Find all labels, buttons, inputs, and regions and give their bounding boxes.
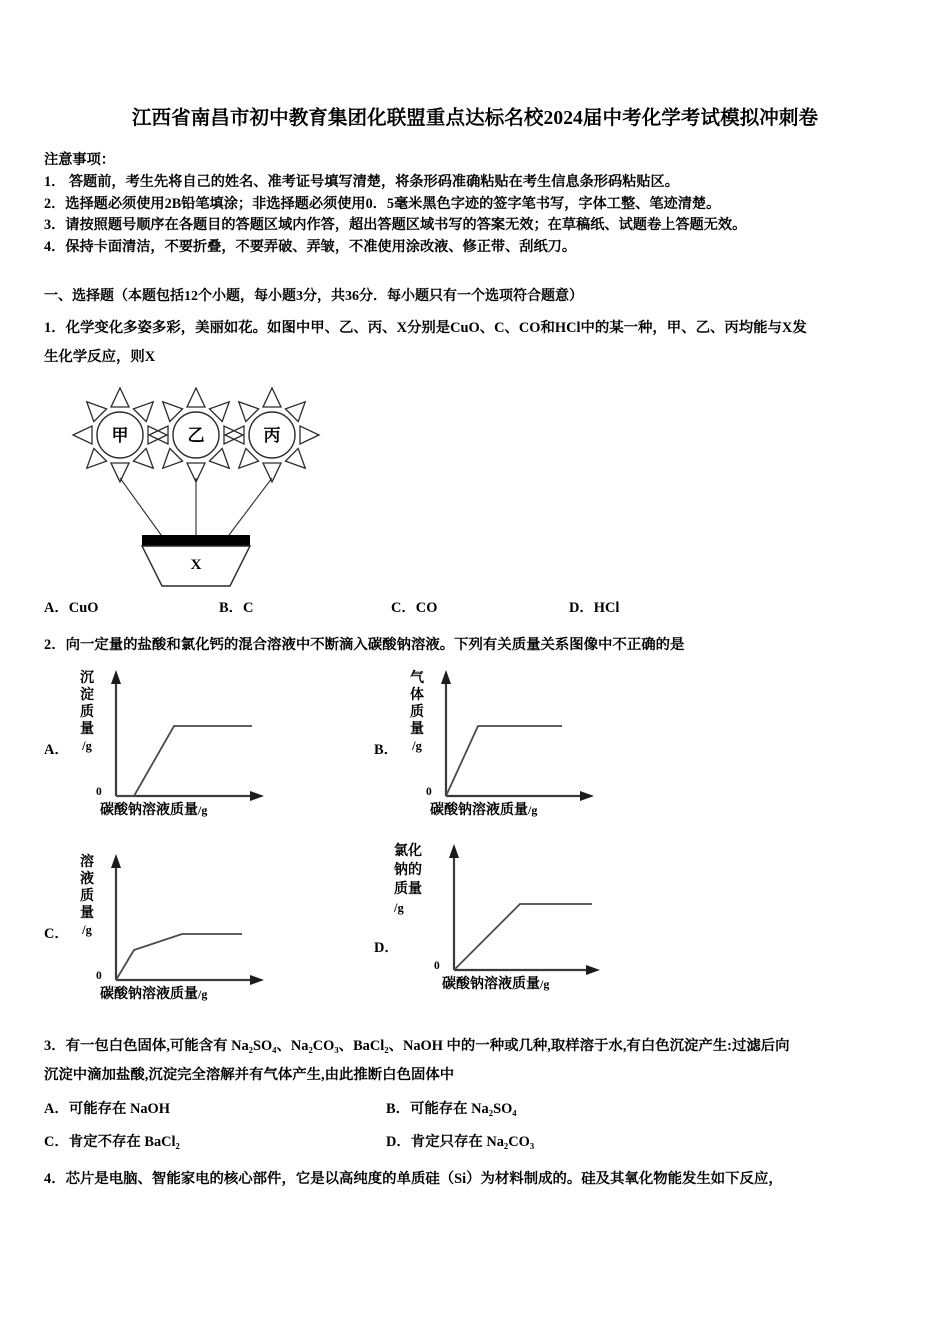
ylabel-unit: /g xyxy=(82,923,92,938)
graph-c-xlabel xyxy=(100,983,207,1003)
graph-a-data-line xyxy=(116,726,252,796)
question-1-option-c[interactable] xyxy=(391,596,569,617)
ylabel-char-3: 质 xyxy=(80,705,94,721)
option-a-text: CuO xyxy=(68,600,99,617)
question-3-option-c[interactable] xyxy=(44,1126,386,1159)
notes-heading: 注意事项： xyxy=(44,152,115,169)
option-a-letter: A． xyxy=(44,600,69,617)
question-1-option-d[interactable] xyxy=(569,596,619,617)
option-d-letter: D． xyxy=(569,600,594,617)
sun-label-bing: 丙 xyxy=(263,426,281,446)
option-c-letter: C． xyxy=(391,600,416,617)
question-3-stem-line-1: 3．有一包白色固体,可能含有 Na₂SO₄、Na₂CO₃、BaCl₂、NaOH 中的一种或几种,取样溶于水,有白色沉淀产生:过滤后向 xyxy=(44,1038,790,1055)
question-3-options-row-2 xyxy=(44,1126,906,1159)
sun-label-jia: 甲 xyxy=(111,426,129,446)
xlabel-unit: /g xyxy=(198,987,208,1002)
ylabel-unit: /g xyxy=(82,739,92,754)
graph-d-xlabel xyxy=(442,973,549,993)
graph-a-letter: A． xyxy=(44,742,69,759)
graph-d-data-line xyxy=(454,904,592,970)
graph-c-ylabel xyxy=(72,854,102,939)
option-b-letter: B． xyxy=(219,600,243,617)
question-1-option-a[interactable] xyxy=(44,596,219,617)
ylabel-char-1: 溶 xyxy=(80,855,94,871)
ylabel-char-2: 体 xyxy=(410,688,424,704)
option-b-text: C xyxy=(243,600,254,617)
ylabel-char-3: 质 xyxy=(410,705,424,721)
graph-d-letter: D． xyxy=(374,940,399,957)
graph-c-svg xyxy=(102,852,312,992)
graph-b-svg xyxy=(432,668,642,808)
xlabel-text: 碳酸钠溶液质量 xyxy=(430,803,528,819)
xlabel-unit: /g xyxy=(540,977,550,992)
graph-a-ylabel xyxy=(72,670,102,755)
question-4-stem-line-1: 4．芯片是电脑、智能家电的核心部件，它是以高纯度的单质硅（Si）为材料制成的。硅及其氧化物能发生如下反应， xyxy=(44,1171,783,1188)
question-1-stem-line-2: 生化学反应，则X xyxy=(44,349,156,366)
note-item-3: 3．请按照题号顺序在各题目的答题区域内作答，超出答题区域书写的答案无效；在草稿纸、试题卷上答题无效。 xyxy=(44,217,747,234)
note-item-4: 4．保持卡面清洁，不要折叠，不要弄破、弄皱，不准使用涂改液、修正带、刮纸刀。 xyxy=(44,238,577,255)
xlabel-unit: /g xyxy=(198,803,208,818)
ylabel-char-4: 量 xyxy=(410,722,424,738)
question-3-option-a[interactable] xyxy=(44,1093,386,1126)
option-c-text: 肯定不存在 BaCl₂ xyxy=(68,1134,180,1151)
ylabel-char-1: 气 xyxy=(410,671,424,687)
question-3-option-d[interactable] xyxy=(386,1126,534,1159)
question-3 xyxy=(44,1032,906,1090)
graph-b-plot xyxy=(404,668,654,818)
page-title: 江西省南昌市初中教育集团化联盟重点达标名校2024届中考化学考试模拟冲刺卷 xyxy=(131,108,819,129)
section-heading: 一、选择题（本题包括12个小题，每小题3分，共36分．每小题只有一个选项符合题意） xyxy=(44,289,583,305)
graph-a-xlabel xyxy=(100,799,207,819)
graph-c-plot xyxy=(74,852,324,1002)
note-item-2: 2．选择题必须使用2B铅笔填涂；非选择题必须使用0．5毫米黑色字迹的签字笔书写，字体工整、笔迹清楚。 xyxy=(44,195,721,212)
option-d-text: 肯定只存在 Na₂CO₃ xyxy=(410,1134,535,1151)
xlabel-text: 碳酸钠溶液质量 xyxy=(100,803,198,819)
graph-d-svg xyxy=(440,842,650,982)
ylabel-char-1: 沉 xyxy=(80,671,94,687)
ylabel-unit: /g xyxy=(394,901,404,916)
option-c-text: CO xyxy=(415,600,438,617)
question-1-stem-line-1: 1．化学变化多姿多彩，美丽如花。如图中甲、乙、丙、X分别是CuO、C、CO和HCl中的某一种，甲、乙、丙均能与X发 xyxy=(44,320,807,337)
xlabel-unit: /g xyxy=(528,803,538,818)
question-3-option-b[interactable] xyxy=(386,1093,517,1126)
option-d-letter: D． xyxy=(386,1134,411,1151)
ylabel-char-3: 质 xyxy=(80,889,94,905)
question-2-graphs xyxy=(44,668,906,1002)
ylabel-char-2: 液 xyxy=(80,872,94,888)
graph-b-origin: 0 xyxy=(426,786,432,799)
graph-c-data-line xyxy=(116,934,242,980)
graph-b-data-line xyxy=(446,726,562,796)
graph-row-2 xyxy=(44,844,906,1003)
page-content xyxy=(44,0,906,1194)
ylabel-char-3: 质量 xyxy=(394,882,422,898)
graph-c-letter: C． xyxy=(44,926,69,943)
graph-b-letter: B． xyxy=(374,742,398,759)
option-b-letter: B． xyxy=(386,1101,410,1118)
question-1 xyxy=(44,314,906,372)
note-item-1: 1． 答题前，考生先将自己的姓名、准考证号填写清楚，将条形码准确粘贴在考生信息条形码粘贴区。 xyxy=(44,173,679,190)
question-3-options-row-1 xyxy=(44,1093,906,1126)
question-1-option-b[interactable] xyxy=(219,596,391,617)
graph-b-xlabel xyxy=(430,799,537,819)
pot-soil-bar xyxy=(142,535,250,546)
ylabel-char-2: 淀 xyxy=(80,688,94,704)
graph-a-svg xyxy=(102,668,312,808)
pot-label-x: X xyxy=(190,557,202,574)
ylabel-char-4: 量 xyxy=(80,722,94,738)
xlabel-text: 碳酸钠溶液质量 xyxy=(442,977,540,993)
graph-d-origin: 0 xyxy=(434,960,440,973)
question-2 xyxy=(44,631,906,660)
xlabel-text: 碳酸钠溶液质量 xyxy=(100,987,198,1003)
option-d-text: HCl xyxy=(593,600,620,617)
graph-row-1 xyxy=(44,668,906,818)
graph-cell-d xyxy=(374,844,704,1002)
graph-d-ylabel xyxy=(394,842,440,918)
ylabel-char-2: 钠的 xyxy=(394,863,422,879)
flower-pot-svg xyxy=(44,378,374,596)
ylabel-char-1: 氯化 xyxy=(394,844,422,860)
graph-a-origin: 0 xyxy=(96,786,102,799)
question-2-stem-line-1: 2．向一定量的盐酸和氯化钙的混合溶液中不断滴入碳酸钠溶液。下列有关质量关系图像中不正确的是 xyxy=(44,637,685,654)
option-b-text: 可能存在 Na₂SO₄ xyxy=(410,1101,517,1118)
graph-a-plot xyxy=(74,668,324,818)
graph-d-plot xyxy=(394,844,654,1002)
sun-label-yi: 乙 xyxy=(187,426,205,446)
flower-pot-diagram xyxy=(44,378,906,596)
graph-cell-b xyxy=(374,668,704,818)
ylabel-unit: /g xyxy=(412,739,422,754)
option-a-letter: A． xyxy=(44,1101,69,1118)
question-3-stem-line-2: 沉淀中滴加盐酸,沉淀完全溶解并有气体产生,由此推断白色固体中 xyxy=(44,1067,455,1084)
option-c-letter: C． xyxy=(44,1134,69,1151)
option-a-text: 可能存在 NaOH xyxy=(68,1101,170,1118)
graph-c-origin: 0 xyxy=(96,970,102,983)
ylabel-char-4: 量 xyxy=(80,906,94,922)
question-1-options xyxy=(44,596,906,617)
notes-block xyxy=(44,150,906,258)
graph-b-ylabel xyxy=(402,670,432,755)
graph-cell-a xyxy=(44,668,374,818)
question-4 xyxy=(44,1165,906,1194)
graph-cell-c xyxy=(44,852,374,1002)
